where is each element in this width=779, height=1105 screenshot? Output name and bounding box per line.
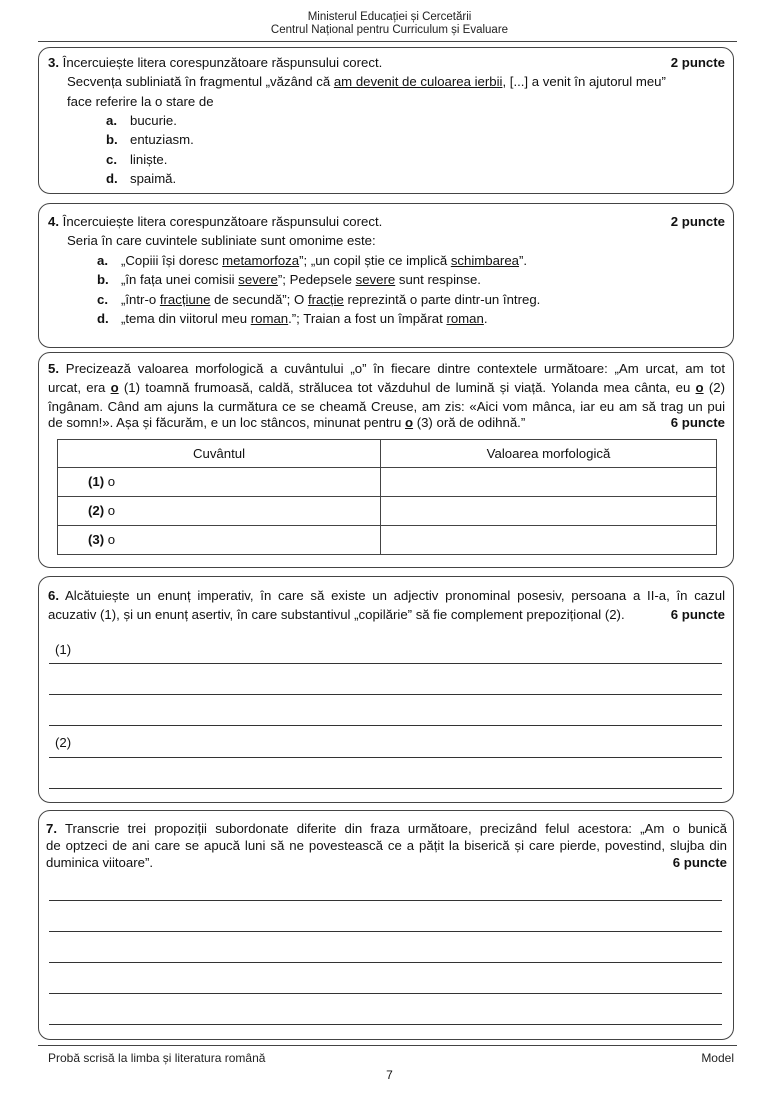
- word-cell: (3) o: [58, 526, 381, 555]
- question-3-text: Secvența subliniată în fragmentul „văzând că am devenit de culoarea ierbii, [...] a venit în ajutorul meu”: [67, 74, 666, 89]
- question-7-line-3: duminica viitoare”.: [46, 855, 154, 870]
- answer-line[interactable]: [49, 1024, 722, 1025]
- question-3-points: 2 puncte: [670, 55, 725, 70]
- ministry-title: Ministerul Educației și Cercetării: [307, 11, 472, 23]
- question-7-box: [38, 810, 734, 1040]
- table-row: [58, 497, 717, 526]
- header-divider: [38, 41, 737, 42]
- question-4-points: 2 puncte: [670, 214, 725, 229]
- word-cell: (1) o: [58, 468, 381, 497]
- option-a[interactable]: a. „Copiii își doresc metamorfoza”; „un copil știe ce implică schimbarea”.: [97, 253, 528, 268]
- underlined-phrase: am devenit de culoarea ierbii: [333, 74, 503, 89]
- question-3-text-2: face referire la o stare de: [67, 94, 214, 109]
- question-7-points: 6 puncte: [672, 855, 727, 870]
- question-5-line-2: urcat, era o (1) toamnă frumoasă, caldă, strălucea tot văzduhul de lumină și viață. Yolanda mea cânta, eu o (2): [48, 380, 725, 395]
- table-row: [58, 526, 717, 555]
- question-6-line-2: acuzativ (1), și un enunț asertiv, în care substantivul „copilărie” să fie complement prepozițional (2).: [48, 607, 625, 622]
- answer-line[interactable]: [49, 900, 722, 901]
- answer-line[interactable]: [49, 757, 722, 758]
- question-6-box: [38, 576, 734, 803]
- page-number: 7: [386, 1068, 393, 1082]
- question-5-line-1: 5. Precizează valoarea morfologică a cuvântului „o” în fiecare dintre contextele următoare: „Am urcat, am tot: [48, 361, 725, 376]
- question-5-box: [38, 352, 734, 568]
- question-4-instruction: 4. Încercuiește litera corespunzătoare răspunsului corect.: [48, 214, 383, 229]
- center-title: Centrul Național pentru Curriculum și Evaluare: [270, 24, 509, 36]
- answer-line[interactable]: [49, 962, 722, 963]
- question-4-box: [38, 203, 734, 348]
- question-3-box: [38, 47, 734, 194]
- footer-model-label: Model: [701, 1051, 734, 1065]
- table-header-row: [58, 440, 717, 468]
- morphology-table: [57, 439, 717, 555]
- word-cell: (2) o: [58, 497, 381, 526]
- answer-label-2: (2): [55, 735, 72, 750]
- answer-cell[interactable]: [381, 497, 717, 526]
- page-header: [0, 11, 779, 37]
- footer-exam-title: Probă scrisă la limba și literatura română: [48, 1051, 266, 1065]
- option-a[interactable]: a. bucurie.: [106, 113, 177, 128]
- answer-cell[interactable]: [381, 526, 717, 555]
- question-5-points: 6 puncte: [670, 415, 725, 430]
- answer-line[interactable]: [49, 993, 722, 994]
- question-5-line-3: îngânam. Când am ajuns la curmătura ce se cheamă Creuse, am zis: «Aici vom mânca, iar eu am să trag un pui: [48, 399, 725, 414]
- option-c[interactable]: c. „într-o fracțiune de secundă”; O fracție reprezintă o parte dintr-un întreg.: [97, 292, 541, 307]
- answer-line[interactable]: [49, 931, 722, 932]
- answer-line[interactable]: [49, 663, 722, 664]
- question-7-line-2: de optzeci de ani care se apucă luni să ne povestească ce a pățit la biserică și care pierde, povestind, slujba din: [46, 838, 727, 853]
- question-4-text: Seria în care cuvintele subliniate sunt omonime este:: [67, 233, 376, 248]
- question-3-instruction: 3. Încercuiește litera corespunzătoare răspunsului corect.: [48, 55, 383, 70]
- option-b[interactable]: b. „în fața unei comisii severe”; Pedepsele severe sunt respinse.: [97, 272, 481, 287]
- question-6-points: 6 puncte: [670, 607, 725, 622]
- column-header-value: Valoarea morfologică: [381, 440, 717, 468]
- question-6-line-1: 6. Alcătuiește un enunț imperativ, în care să existe un adjectiv pronominal posesiv, persoana a II-a, în cazul: [48, 588, 725, 603]
- footer-divider: [38, 1045, 737, 1046]
- question-7-line-1: 7. Transcrie trei propoziții subordonate diferite din fraza următoare, precizând felul acestora: „Am o bunică: [46, 821, 727, 836]
- question-5-line-4: de somn!». Așa și făcurăm, e un loc stâncos, minunat pentru o (3) oră de odihnă.”: [48, 415, 526, 430]
- option-d[interactable]: d. „tema din viitorul meu roman.”; Traian a fost un împărat roman.: [97, 311, 488, 326]
- table-row: [58, 468, 717, 497]
- option-d[interactable]: d. spaimă.: [106, 171, 177, 186]
- option-b[interactable]: b. entuziasm.: [106, 132, 194, 147]
- answer-cell[interactable]: [381, 468, 717, 497]
- answer-label-1: (1): [55, 642, 72, 657]
- answer-line[interactable]: [49, 694, 722, 695]
- column-header-word: Cuvântul: [58, 440, 381, 468]
- answer-line[interactable]: [49, 725, 722, 726]
- option-c[interactable]: c. liniște.: [106, 152, 168, 167]
- answer-line[interactable]: [49, 788, 722, 789]
